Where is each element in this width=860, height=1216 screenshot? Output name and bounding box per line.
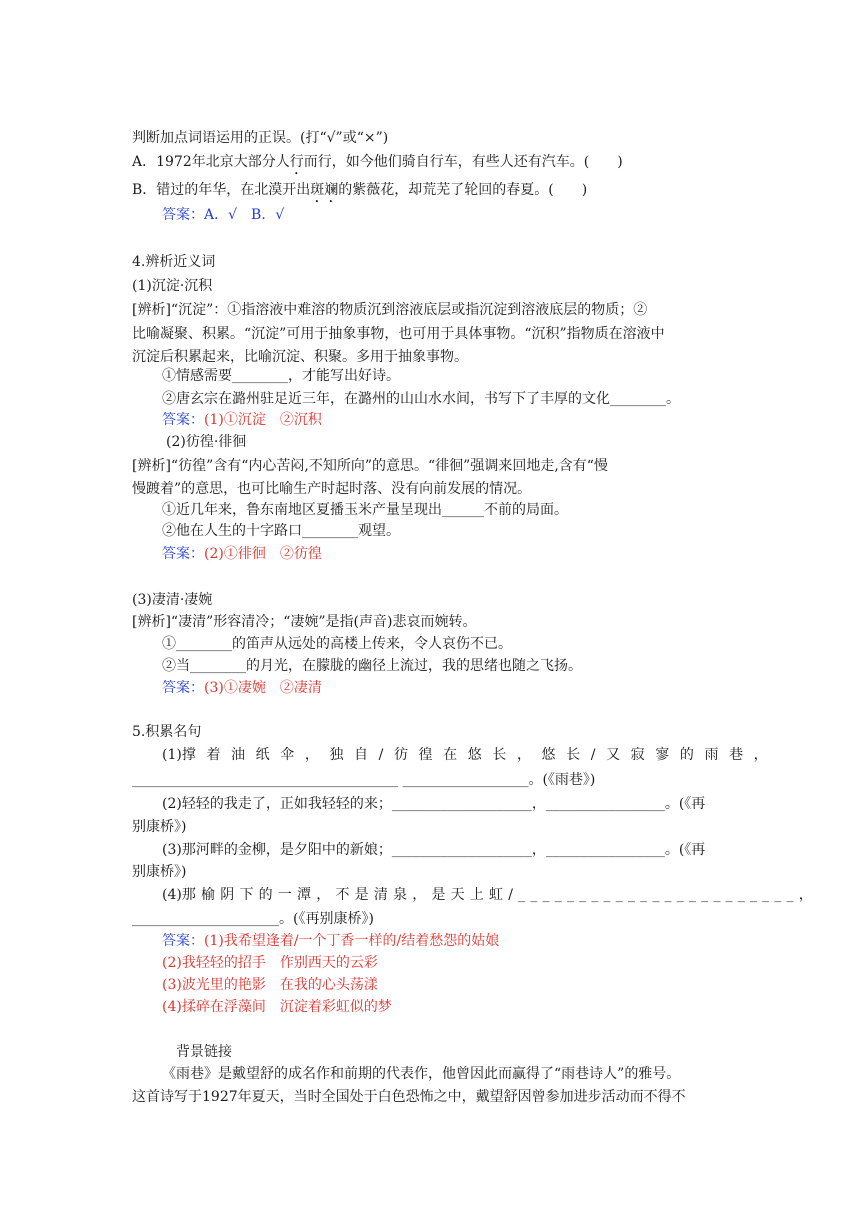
q5-answer-4: (4)揉碎在浮藻间 沉淀着彩虹似的梦	[162, 999, 392, 1015]
q4-p2-item-2: ②他在人生的十字路口________观望。	[162, 523, 400, 539]
answer-value: (3)①凄婉 ②凄清	[204, 680, 322, 696]
q4-p3-analysis-1: [辨析]“凄清”形容清冷；“凄婉”是指(声音)悲哀而婉转。	[132, 614, 477, 630]
background-line-2: 这首诗写于1927年夏天，当时全国处于白色恐怖之中，戴望舒因曾参加进步活动而不得不	[132, 1089, 686, 1105]
q5-answer-2: (2)我轻轻的招手 作别西天的云彩	[162, 955, 378, 971]
q4-p1-analysis-1: [辨析]“沉淀”：①指溶液中难溶的物质沉到溶液底层或指沉淀到溶液底层的物质；②	[132, 302, 648, 318]
q3-option-b: B．错过的年华，在北漠开出斑斓的紫薇花，却荒芜了轮回的春夏。( )	[132, 182, 588, 198]
answer-label: 答案：	[162, 546, 204, 562]
answer-label: 答案：	[162, 933, 204, 949]
q4-p1-item-2: ②唐玄宗在潞州驻足近三年，在潞州的山山水水间，书写下了丰厚的文化________。	[162, 391, 680, 407]
q4-p2-analysis-2: 慢踱着”的意思，也可比喻生产时起时落、没有向前发展的情况。	[132, 481, 532, 497]
q5-item-3-line-2: 别康桥》)	[132, 864, 187, 880]
q4-p3-item-1: ①________的笛声从远处的高楼上传来，令人哀伤不已。	[162, 636, 512, 652]
q4-p1-analysis-2: 比喻凝聚、积累。“沉淀”可用于抽象事物，也可用于具体事物。“沉积”指物质在溶液中	[132, 326, 665, 342]
background-line-1: 《雨巷》是戴望舒的成名作和前期的代表作，他曾因此而赢得了“雨巷诗人”的雅号。	[162, 1066, 681, 1082]
answer-label: 答案：	[162, 207, 204, 223]
answer-value: (1)①沉淀 ②沉积	[204, 412, 322, 428]
q5-item-4-line-1: (4)那榆阴下的一潭，不是清泉，是天上虹/_______________________，	[162, 887, 818, 903]
q5-item-2-line-1: (2)轻轻的我走了，正如我轻轻的来；____________________，_________________。(《再	[162, 796, 706, 812]
dotted-word: 斑斓	[310, 182, 339, 198]
q4-heading: 4.辨析近义词	[132, 254, 216, 270]
q5-item-3-line-1: (3)那河畔的金柳，是夕阳中的新娘；____________________，_________________。(《再	[162, 842, 706, 858]
q4-p3-answer	[162, 678, 322, 698]
answer-value: A．√ B．√	[204, 207, 285, 223]
dotted-word: 行	[289, 154, 304, 170]
q4-p1-analysis-3: 沉淀后积累起来，比喻沉淀、积聚。多用于抽象事物。	[132, 349, 468, 365]
answer-label: 答案：	[162, 412, 204, 428]
answer-value: (2)①徘徊 ②彷徨	[204, 546, 322, 562]
q4-p1-item-1: ①情感需要________，才能写出好诗。	[162, 368, 400, 384]
q5-answer-1	[162, 931, 499, 951]
q4-p2-item-1: ①近几年来，鲁东南地区夏播玉米产量呈现出______不前的局面。	[162, 502, 568, 518]
background-heading: 背景链接	[176, 1044, 232, 1060]
q5-item-4-line-2: _____________________。(《再别康桥》)	[132, 911, 374, 927]
answer-value: (1)我希望逢着/一个丁香一样的/结着愁怨的姑娘	[204, 933, 500, 949]
q5-item-1-line-1: (1) 撑着油纸伞，独自/彷徨在悠长，悠长/又寂寥的雨巷，	[162, 747, 779, 763]
q5-heading: 5.积累名句	[132, 724, 202, 740]
q3-intro: 判断加点词语运用的正误。(打“√”或“×”)	[132, 130, 389, 146]
q4-p2-answer	[162, 544, 322, 564]
q5-item-1-line-2: ______________________________________ __________________。(《雨巷》)	[132, 772, 596, 788]
answer-label: 答案：	[162, 680, 204, 696]
q5-item-2-line-2: 别康桥》)	[132, 819, 187, 835]
q3-answer	[162, 205, 284, 225]
q4-p2-analysis-1: [辨析]“彷徨”含有“内心苦闷,不知所向”的意思。“徘徊”强调来回地走,含有“慢	[132, 458, 608, 474]
q4-p2-title: (2)彷徨·徘徊	[166, 434, 247, 450]
q5-answer-3: (3)波光里的艳影 在我的心头荡漾	[162, 977, 378, 993]
q4-p3-item-2: ②当________的月光，在朦胧的幽径上流过，我的思绪也随之飞扬。	[162, 658, 582, 674]
q4-p1-title: (1)沉淀·沉积	[132, 278, 213, 294]
q4-p1-answer	[162, 410, 322, 430]
q4-p3-title: (3)凄清·凄婉	[132, 592, 213, 608]
q3-option-a: A．1972年北京大部分人行而行，如今他们骑自行车，有些人还有汽车。( )	[132, 154, 623, 170]
